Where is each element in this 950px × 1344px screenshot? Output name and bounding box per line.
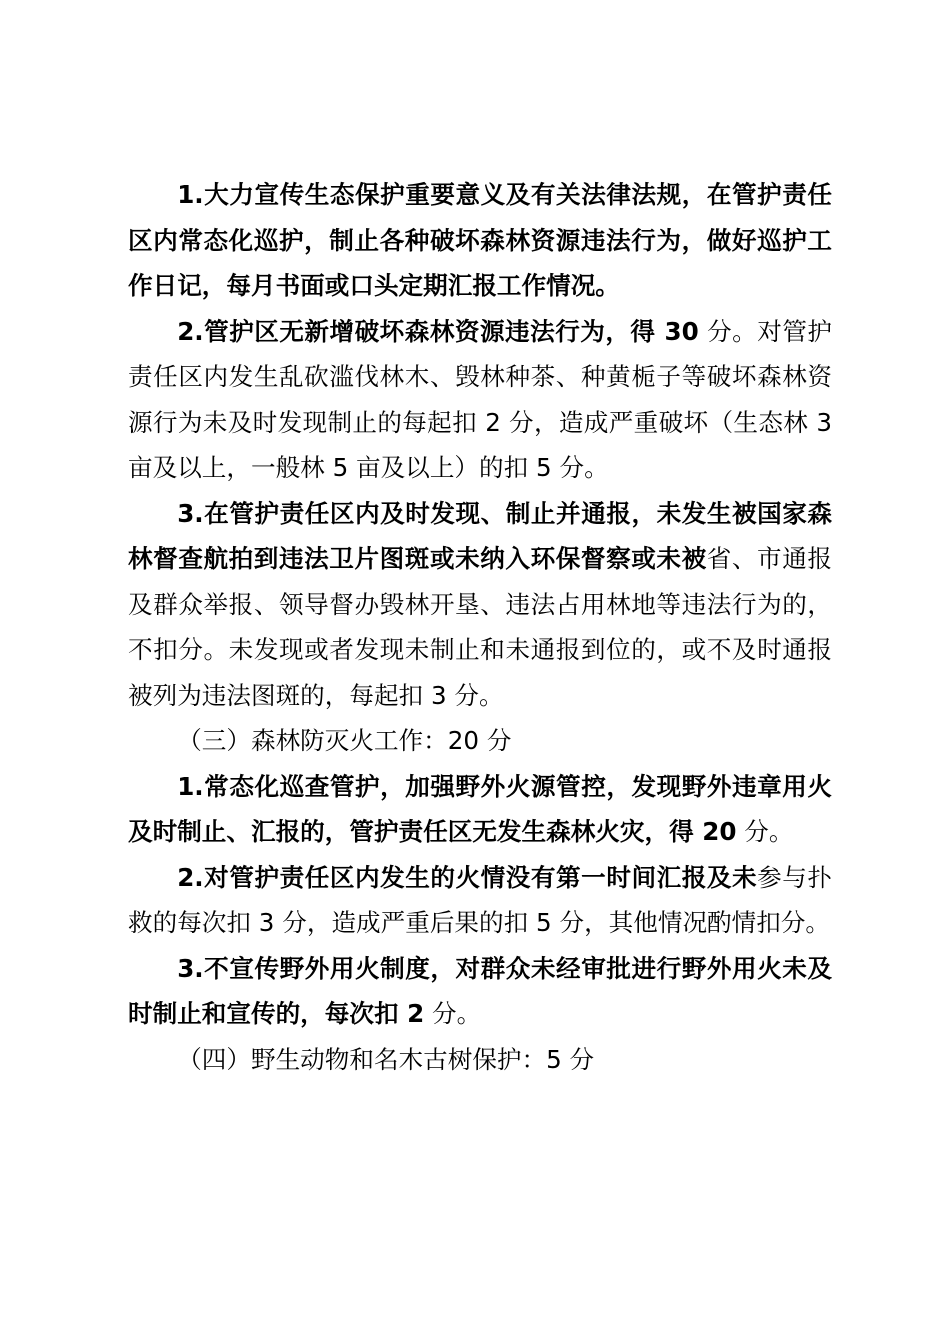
paragraph-2-normal: 分。对管护责任区内发生乱砍滥伐林木、毁林种茶、种黄栀子等破坏森林资源行为未及时发现制止的每起扣 2 分，造成严重破坏（生态林 3 亩及以上，一般林 5 亩及以上）的扣 5 分。 [128,316,832,482]
paragraph-3-normal: 省、市通报及群众举报、领导督办毁林开垦、违法占用林地等违法行为的，不扣分。未发现或者发现未制止和未通报到位的，或不及时通报被列为违法图斑的，每起扣 3 分。 [128,544,832,710]
paragraph-6-bold: 3.不宣传野外用火制度，对群众未经审批进行野外用火未及时制止和宣传的，每次扣 2 [128,953,832,1028]
section-heading-wildlife-protection: （四）野生动物和名木古树保护：5 分 [177,1044,595,1074]
paragraph-5 [128,855,832,946]
paragraph-4 [128,764,832,855]
section-heading-fire-prevention: （三）森林防灭火工作：20 分 [177,726,512,755]
paragraph-1 [128,172,832,309]
paragraph-1-bold: 1.大力宣传生态保护重要意义及有关法律法规，在管护责任区内常态化巡护，制止各种破坏森林资源违法行为，做好巡护工作日记，每月书面或口头定期汇报工作情况。 [128,180,832,300]
paragraph-2 [128,309,832,491]
paragraph-4-bold: 1.常态化巡查管护，加强野外火源管控，发现野外违章用火及时制止、汇报的，管护责任区无发生森林火灾，得 20 [128,771,832,846]
paragraph-6-normal: 分。 [424,999,482,1028]
document-page [128,172,832,1082]
paragraph-4-normal: 分。 [736,817,794,846]
paragraph-2-bold: 2.管护区无新增破坏森林资源违法行为，得 30 [177,316,699,346]
paragraph-3-bold: 3.在管护责任区内及时发现、制止并通报，未发生被国家森林督查航拍到违法卫片图斑或未纳入环保督察或未被 [128,498,832,573]
paragraph-6 [128,946,832,1037]
paragraph-5-normal: 参与扑救的每次扣 3 分，造成严重后果的扣 5 分，其他情况酌情扣分。 [128,862,832,937]
paragraph-5-bold: 2.对管护责任区内发生的火情没有第一时间汇报及未 [177,862,758,892]
paragraph-3 [128,491,832,719]
